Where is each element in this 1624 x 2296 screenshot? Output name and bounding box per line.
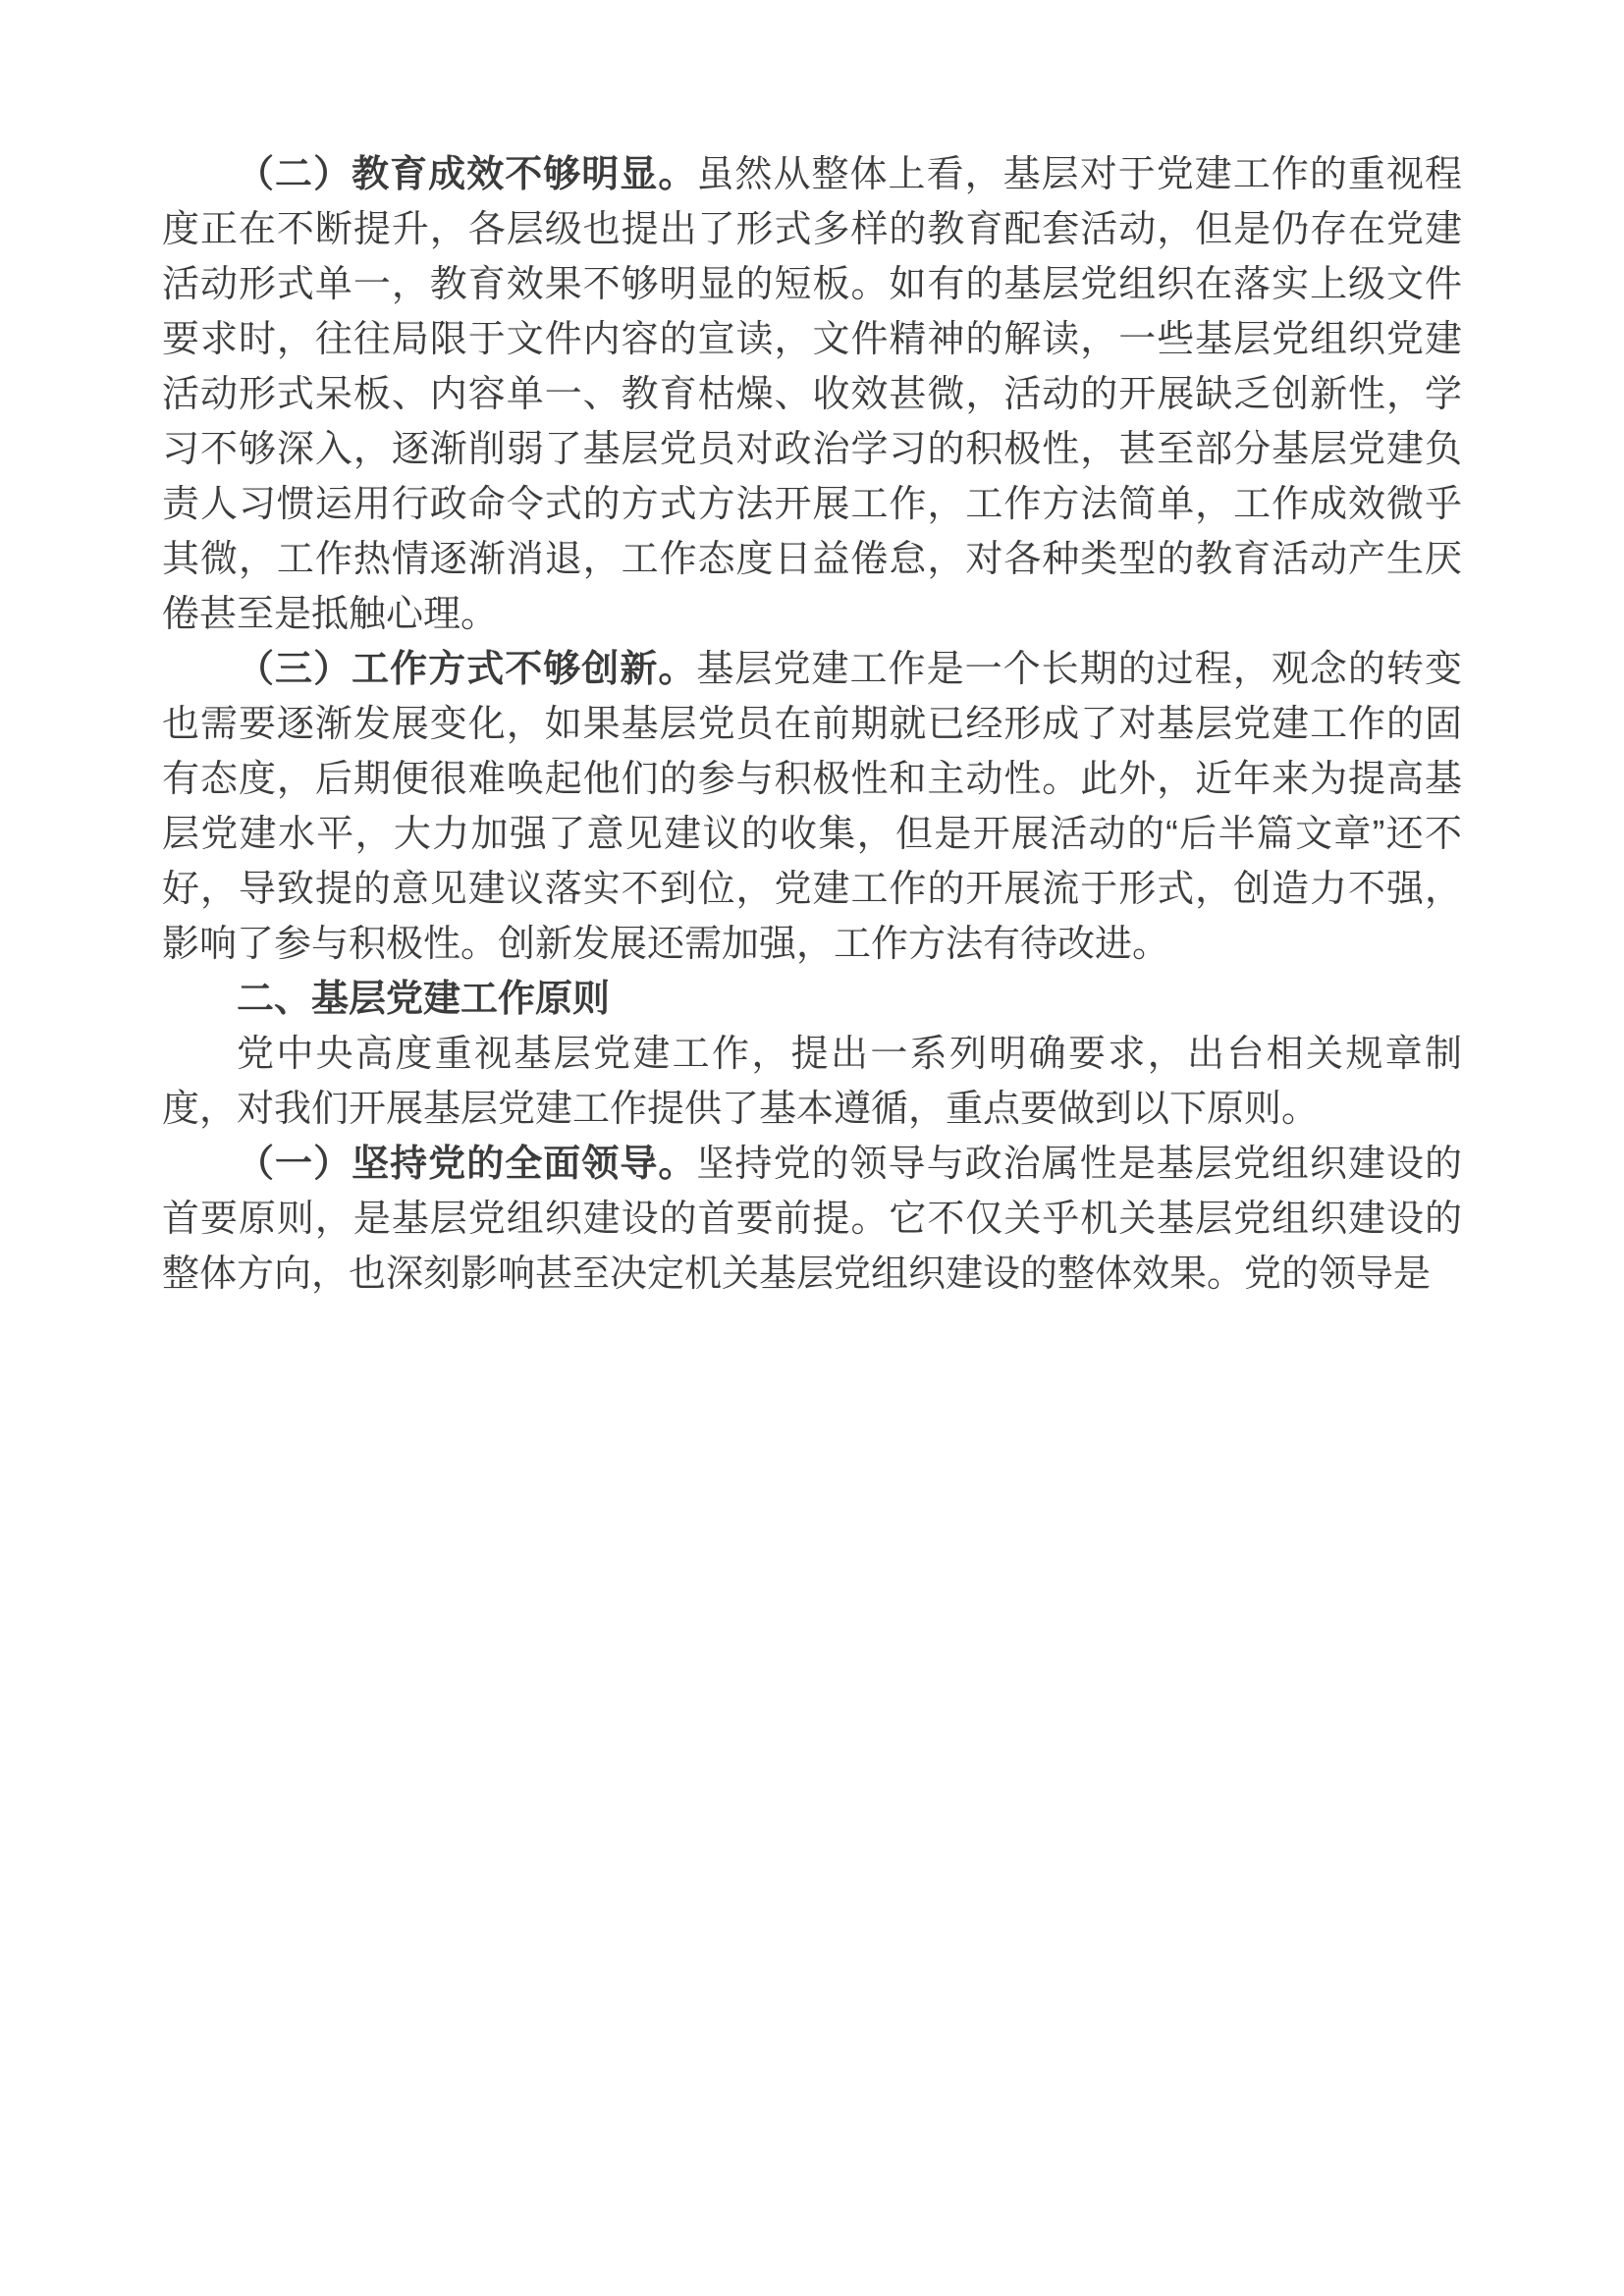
section-heading — [162, 972, 1462, 1027]
paragraph — [162, 642, 1462, 972]
paragraph-lead: （二）教育成效不够明显。 — [237, 154, 697, 195]
paragraph-text: 虽然从整体上看，基层对于党建工作的重视程度正在不断提升，各层级也提出了形式多样的教育配套活动，但是仍存在党建活动形式单一，教育效果不够明显的短板。如有的基层党组织在落实上级文件要求时，往往局限于文件内容的宣读，文件精神的解读，一些基层党组织党建活动形式呆板、内容单一、教育枯燥、收效甚微，活动的开展缺乏创新性，学习不够深入，逐渐削弱了基层党员对政治学习的积极性，甚至部分基层党建负责人习惯运用行政命令式的方式方法开展工作，工作方法简单，工作成效微乎其微，工作热情逐渐消退，工作态度日益倦怠，对各种类型的教育活动产生厌倦甚至是抵触心理。 — [162, 154, 1462, 635]
paragraph-lead: （三）工作方式不够创新。 — [237, 649, 697, 690]
paragraph-text: 党中央高度重视基层党建工作，提出一系列明确要求，出台相关规章制度，对我们开展基层党建工作提供了基本遵循，重点要做到以下原则。 — [162, 1034, 1462, 1130]
paragraph — [162, 147, 1462, 642]
section-heading-text: 二、基层党建工作原则 — [237, 979, 611, 1020]
paragraph-lead: （一）坚持党的全面领导。 — [237, 1144, 697, 1185]
paragraph-text: 坚持党的领导与政治属性是基层党组织建设的首要原则，是基层党组织建设的首要前提。它不仅关乎机关基层党组织建设的整体方向，也深刻影响甚至决定机关基层党组织建设的整体效果。党的领导是 — [162, 1144, 1462, 1295]
paragraph — [162, 1027, 1462, 1137]
paragraph-text: 基层党建工作是一个长期的过程，观念的转变也需要逐渐发展变化，如果基层党员在前期就已经形成了对基层党建工作的固有态度，后期便很难唤起他们的参与积极性和主动性。此外，近年来为提高基层党建水平，大力加强了意见建议的收集，但是开展活动的“后半篇文章”还不好，导致提的意见建议落实不到位，党建工作的开展流于形式，创造力不强，影响了参与积极性。创新发展还需加强，工作方法有待改进。 — [162, 649, 1462, 965]
paragraph — [162, 1137, 1462, 1302]
